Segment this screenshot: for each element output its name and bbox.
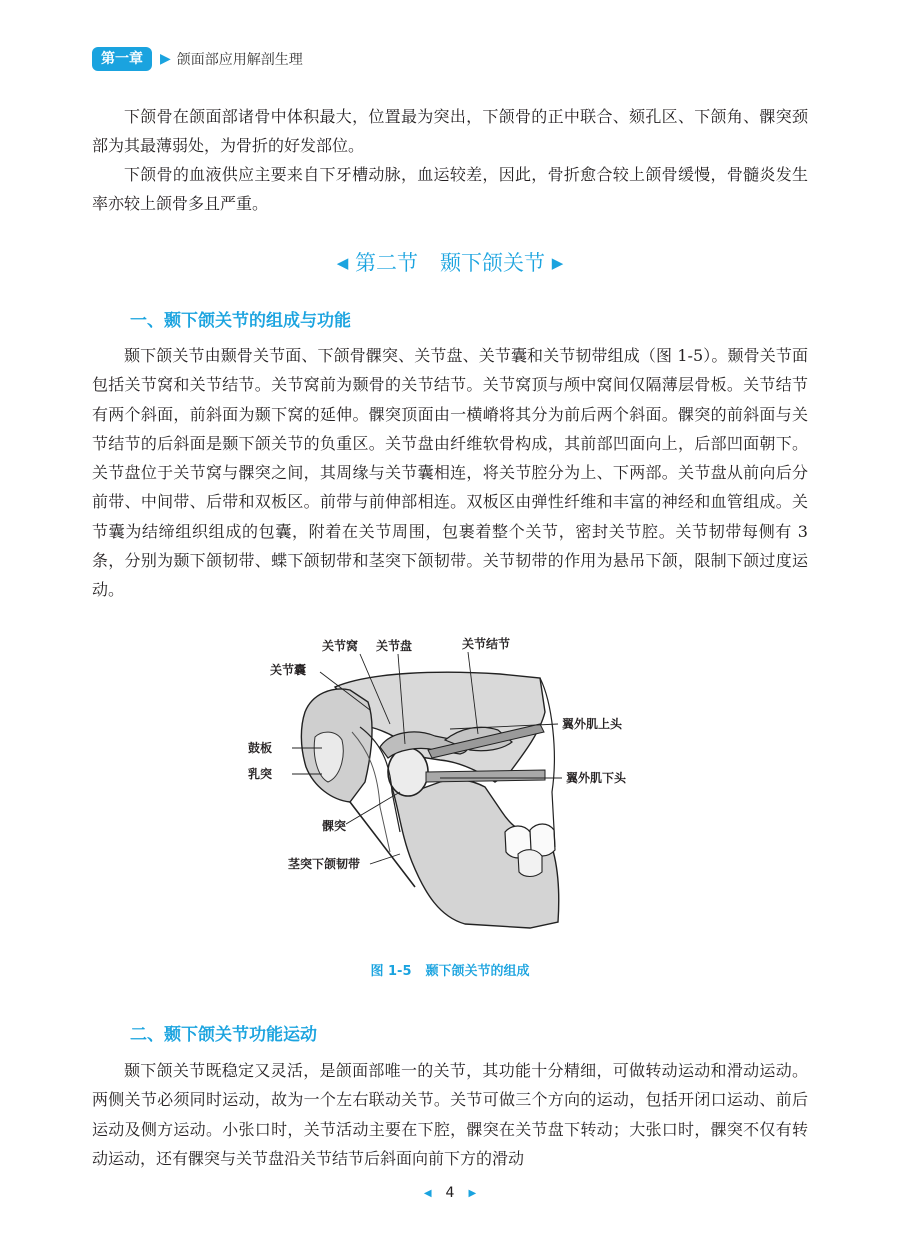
chapter-badge: 第一章 — [92, 47, 152, 71]
tmj-illustration — [240, 632, 660, 932]
section-right-arrow-icon: ▶ — [551, 254, 564, 272]
tmj-figure — [240, 632, 660, 932]
page-footer — [0, 1185, 900, 1201]
subsection-2-title: 二、颞下颌关节功能运动 — [130, 1025, 317, 1045]
subsection-2-paragraph: 颞下颌关节既稳定又灵活，是颌面部唯一的关节，其功能十分精细，可做转动运动和滑动运动。两侧关节必须同时运动，故为一个左右联动关节。关节可做三个方向的运动，包括开闭口运动、前后运动及侧方运动。小张口时，关节活动主要在下腔，髁突在关节盘下转动；大张口时，髁突不仅有转动运动，还有髁突与关节盘沿关节结节后斜面向前下方的滑动 — [92, 1061, 808, 1168]
next-page-arrow-icon: ▶ — [468, 1188, 477, 1199]
label-superior-head: 翼外肌上头 — [562, 717, 623, 731]
page-number: 4 — [445, 1185, 455, 1201]
section-number: 第二节 — [355, 251, 418, 275]
prev-page-arrow-icon: ◀ — [423, 1188, 432, 1199]
section-heading — [0, 248, 900, 278]
label-articular-disc: 关节盘 — [376, 639, 413, 653]
intro-paragraph-1: 下颌骨在颌面部诸骨中体积最大，位置最为突出，下颌骨的正中联合、颏孔区、下颌角、髁突颈部为其最薄弱处，为骨折的好发部位。 — [92, 107, 808, 156]
section-title: 颞下颌关节 — [440, 251, 545, 275]
figure-caption-text: 颞下颌关节的组成 — [425, 964, 530, 979]
figure-caption-number: 图 1-5 — [370, 964, 412, 979]
label-inferior-head: 翼外肌下头 — [566, 771, 627, 785]
figure-caption — [0, 960, 900, 979]
label-articular-tubercle: 关节结节 — [462, 637, 511, 651]
chapter-arrow-icon: ▶ — [160, 51, 171, 67]
subsection-1-paragraph: 颞下颌关节由颞骨关节面、下颌骨髁突、关节盘、关节囊和关节韧带组成（图 1-5）。颞骨关节面包括关节窝和关节结节。关节窝前为颞骨的关节结节。关节窝顶与颅中窝间仅隔薄层骨板。关节结节有两个斜面，前斜面为颞下窝的延伸。髁突顶面由一横嵴将其分为前后两个斜面。髁突的前斜面与关节结节的后斜面是颞下颌关节的负重区。关节盘由纤维软骨构成，其前部凹面向上，后部凹面朝下。关节盘位于关节窝与髁突之间，其周缘与关节囊相连，将关节腔分为上、下两部。关节盘从前向后分前带、中间带、后带和双板区。前带与前伸部相连。双板区由弹性纤维和丰富的神经和血管组成。关节囊为结缔组织组成的包囊，附着在关节周围，包裹着整个关节，密封关节腔。关节韧带每侧有 3 条，分别为颞下颌韧带、蝶下颌韧带和茎突下颌韧带。关节韧带的作用为悬吊下颌，限制下颌过度运动。 — [92, 346, 808, 600]
chapter-title: 颌面部应用解剖生理 — [176, 52, 303, 68]
label-stylomandibular-ligament: 茎突下颌韧带 — [288, 857, 361, 871]
chapter-header — [92, 46, 303, 72]
label-condyle: 髁突 — [322, 819, 347, 833]
intro-paragraph-2: 下颌骨的血液供应主要来自下牙槽动脉，血运较差，因此，骨折愈合较上颌骨缓慢，骨髓炎发生率亦较上颌骨多且严重。 — [92, 165, 808, 214]
section-left-arrow-icon: ◀ — [336, 254, 349, 272]
subsection-1-title: 一、颞下颌关节的组成与功能 — [130, 311, 351, 331]
label-mastoid: 乳突 — [248, 767, 273, 781]
label-articular-fossa: 关节窝 — [322, 639, 359, 653]
label-joint-capsule: 关节囊 — [270, 663, 307, 677]
label-tympanic-plate: 鼓板 — [248, 741, 273, 755]
